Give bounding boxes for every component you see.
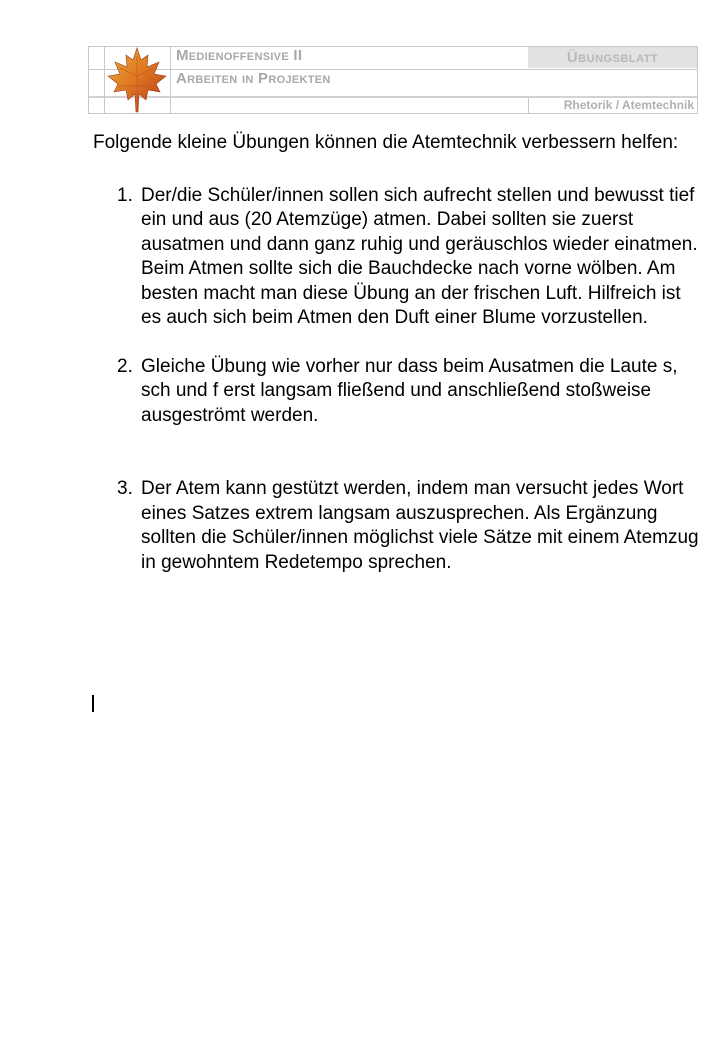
header-rule-left bbox=[88, 46, 89, 114]
intro-paragraph: Folgende kleine Übungen können die Atemtechnik verbessern helfen: bbox=[93, 132, 679, 153]
document-header bbox=[88, 46, 698, 114]
maple-leaf-icon bbox=[106, 46, 168, 114]
list-item-text: Der/die Schüler/innen sollen sich aufrecht stellen und bewusst tief ein und aus (20 Atemzüge) atmen. Dabei sollten sie zuerst ausatmen und dann ganz ruhig und geräuschlos wieder einatmen. Beim Atmen sollte sich die Bauchdecke nach vorne wölben. Am besten macht man diese Übung an der frischen Luft. Hilfreich ist es auch sich beim Atmen den Duft einer Blume vorzustellen. bbox=[141, 184, 698, 328]
header-rule-right bbox=[697, 46, 698, 114]
text-cursor bbox=[92, 695, 94, 712]
course-title: Medienoffensive II bbox=[176, 47, 303, 64]
sheet-type-label: Übungsblatt bbox=[566, 49, 659, 66]
list-item-number: 1. bbox=[117, 184, 133, 206]
sheet-type-badge bbox=[528, 47, 697, 68]
document-body bbox=[93, 131, 701, 575]
module-title: Arbeiten in Projekten bbox=[176, 70, 331, 87]
header-rule-bottom bbox=[88, 113, 698, 114]
header-rule-col2 bbox=[170, 46, 171, 114]
header-rule-col1 bbox=[104, 46, 105, 114]
list-item-number: 2. bbox=[117, 355, 133, 377]
header-rule-col3 bbox=[528, 98, 529, 114]
list-item-text: Gleiche Übung wie vorher nur dass beim Ausatmen die Laute s, sch und f erst langsam fließend und anschließend stoßweise ausgeströmt werden. bbox=[141, 355, 678, 426]
list-item-number: 3. bbox=[117, 478, 133, 499]
list-item bbox=[93, 477, 701, 575]
breadcrumb: Rhetorik / Atemtechnik bbox=[563, 98, 694, 112]
list-item bbox=[93, 184, 701, 331]
list-item bbox=[93, 355, 701, 429]
list-item-text: Der Atem kann gestützt werden, indem man versucht jedes Wort eines Satzes extrem langsam auszusprechen. Als Ergänzung sollten die Schüler/innen möglichst viele Sätze mit einem Atemzug in gewohntem Redetempo sprechen. bbox=[141, 478, 699, 573]
exercise-list bbox=[93, 184, 701, 576]
